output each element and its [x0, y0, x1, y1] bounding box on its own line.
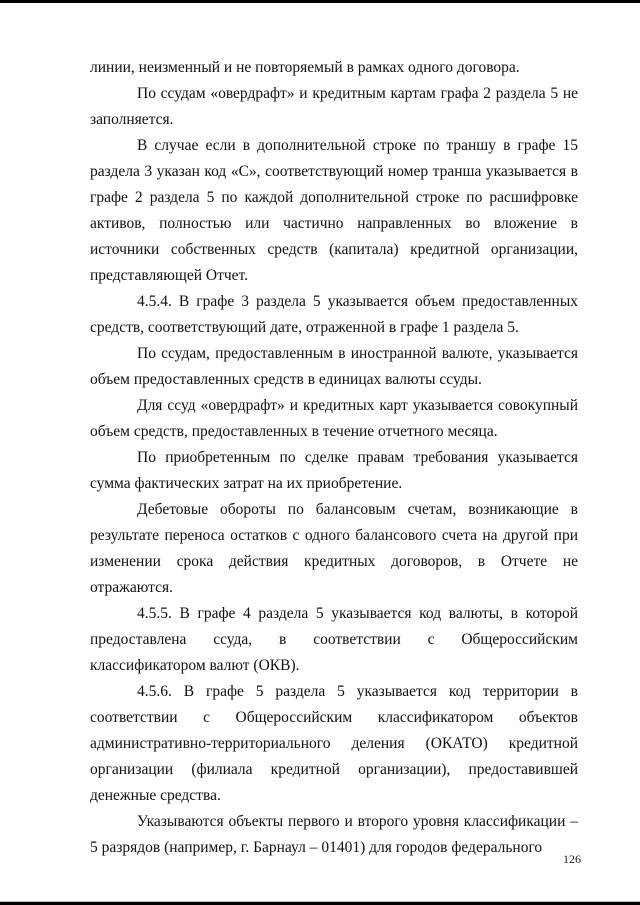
paragraph: По ссудам, предоставленным в иностранной валюте, указывается объем предоставленных средств в единицах валюты ссуды. [90, 345, 578, 388]
paragraph-4-5-4: 4.5.4. В графе 3 раздела 5 указывается объем предоставленных средств, соответствующий дате, отраженной в графе 1 раздела 5. [90, 293, 578, 336]
paragraph-continuation: линии, неизменный и не повторяемый в рамках одного договора. [90, 59, 520, 76]
page-number: 126 [563, 852, 581, 866]
paragraph: Указываются объекты первого и второго уровня классификации – 5 разрядов (например, г. Барнаул – 01401) для городов федерального [90, 813, 578, 856]
paragraph: По ссудам «овердрафт» и кредитным картам графа 2 раздела 5 не заполняется. [90, 85, 578, 128]
paragraph: Дебетовые обороты по балансовым счетам, возникающие в результате переноса остатков с одного балансового счета на другой при изменении срока действия кредитных договоров, в Отчете не отражаются. [90, 501, 578, 596]
document-body [90, 55, 578, 861]
paragraph: Для ссуд «овердрафт» и кредитных карт указывается совокупный объем средств, предоставленных в течение отчетного месяца. [90, 397, 578, 440]
paragraph-4-5-5: 4.5.5. В графе 4 раздела 5 указывается код валюты, в которой предоставлена ссуда, в соответствии с Общероссийским классификатором валют (ОКВ). [90, 605, 578, 674]
paragraph: По приобретенным по сделке правам требования указывается сумма фактических затрат на их приобретение. [90, 449, 578, 492]
paragraph: В случае если в дополнительной строке по траншу в графе 15 раздела 3 указан код «С», соответствующий номер транша указывается в графе 2 раздела 5 по каждой дополнительной строке по расшифровке активов, полностью или частично направленных во вложение в источники собственных средств (капитала) кредитной организации, представляющей Отчет. [90, 137, 578, 284]
scan-top-edge [0, 0, 640, 3]
paragraph-4-5-6: 4.5.6. В графе 5 раздела 5 указывается код территории в соответствии с Общероссийским классификатором объектов административно-территориального деления (ОКАТО) кредитной организации (филиала кредитной организации), предоставившей денежные средства. [90, 683, 578, 804]
